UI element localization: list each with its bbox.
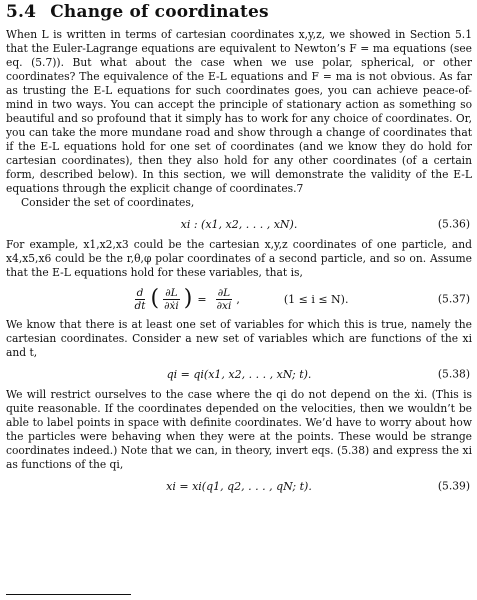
footnote-rule <box>6 594 131 595</box>
paragraph-example: For example, x1,x2,x3 could be the cartesian x,y,z coordinates of one particle, and x4,x5,x6 could be the r,θ,φ polar coordinates of a second particle, and so on. Assume that the E-L equations hold for these variables, that is, <box>6 238 472 279</box>
equation-body: qi = qi(x1, x2, . . . , xN; t). <box>166 367 312 381</box>
section-heading <box>6 2 472 22</box>
paragraph-intro: When L is written in terms of cartesian coordinates x,y,z, we showed in Section 5.1 that the Euler-Lagrange equations are equivalent to Newton’s F = ma equations (see eq. (5.7)). But what about the case when we use polar, spherical, or other coordinates? The equivalence of the E-L equations and F = ma is not obvious. As far as trusting the E-L equations for such coordinates goes, you can achieve peace-of-mind in two ways. You can accept the principle of stationary action as something so beautiful and so profound that it simply has to work for any choice of coordinates. Or, you can take the more mundane road and show through a change of coordinates that if the E-L equations hold for one set of coordinates (and we know they do hold for cartesian coordinates), then they also hold for any other coordinates (of a certain form, described below). In this section, we will demonstrate the validity of the E-L equations through the explicit change of coordinates.7 <box>6 28 472 195</box>
equation-5-37 <box>6 280 472 318</box>
equation-5-38 <box>6 360 472 388</box>
comma: , <box>236 292 240 306</box>
fraction-d-dt: $\frac{d}{dt}$ <box>134 286 146 312</box>
equation-5-39 <box>6 472 472 500</box>
right-paren: ) <box>183 286 193 311</box>
equation-tag: (5.39) <box>437 479 470 493</box>
page <box>6 0 472 500</box>
fraction-dL-dxdot: $\frac{\partial L}{\text{∂ẋi}}$ <box>164 286 179 312</box>
equation-tag: (5.37) <box>437 292 470 306</box>
paragraph-restrict: We will restrict ourselves to the case where the qi do not depend on the ẋi. (This is quite reasonable. If the coordinates depended on the velocities, then we wouldn’t be able to label points in space with definite coordinates. We’d have to worry about how the particles were behaving when they were at the points. These would be strange coordinates indeed.) Note that we can, in theory, invert eqs. (5.38) and express the xi as functions of the qi, <box>6 388 472 471</box>
equation-body: xi = xi(q1, q2, . . . , qN; t). <box>166 479 312 493</box>
section-title: Change of coordinates <box>50 2 269 22</box>
equals-sign: = <box>197 292 207 306</box>
fraction-dL-dx: $\frac{\partial L}{\partial xi}$ <box>216 286 232 312</box>
left-paren: ( <box>150 286 160 311</box>
equation-5-36 <box>6 210 472 238</box>
paragraph-consider: Consider the set of coordinates, <box>21 196 195 209</box>
paragraph-cartesian: We know that there is at least one set of variables for which this is true, namely the cartesian coordinates. Consider a new set of variables which are functions of the xi and t, <box>6 318 472 359</box>
equation-condition: (1 ≤ i ≤ N). <box>283 292 349 306</box>
section-number: 5.4 <box>6 2 37 22</box>
equation-tag: (5.38) <box>437 367 470 381</box>
equation-body: xi : (x1, x2, . . . , xN). <box>180 217 298 231</box>
equation-tag: (5.36) <box>437 217 470 231</box>
